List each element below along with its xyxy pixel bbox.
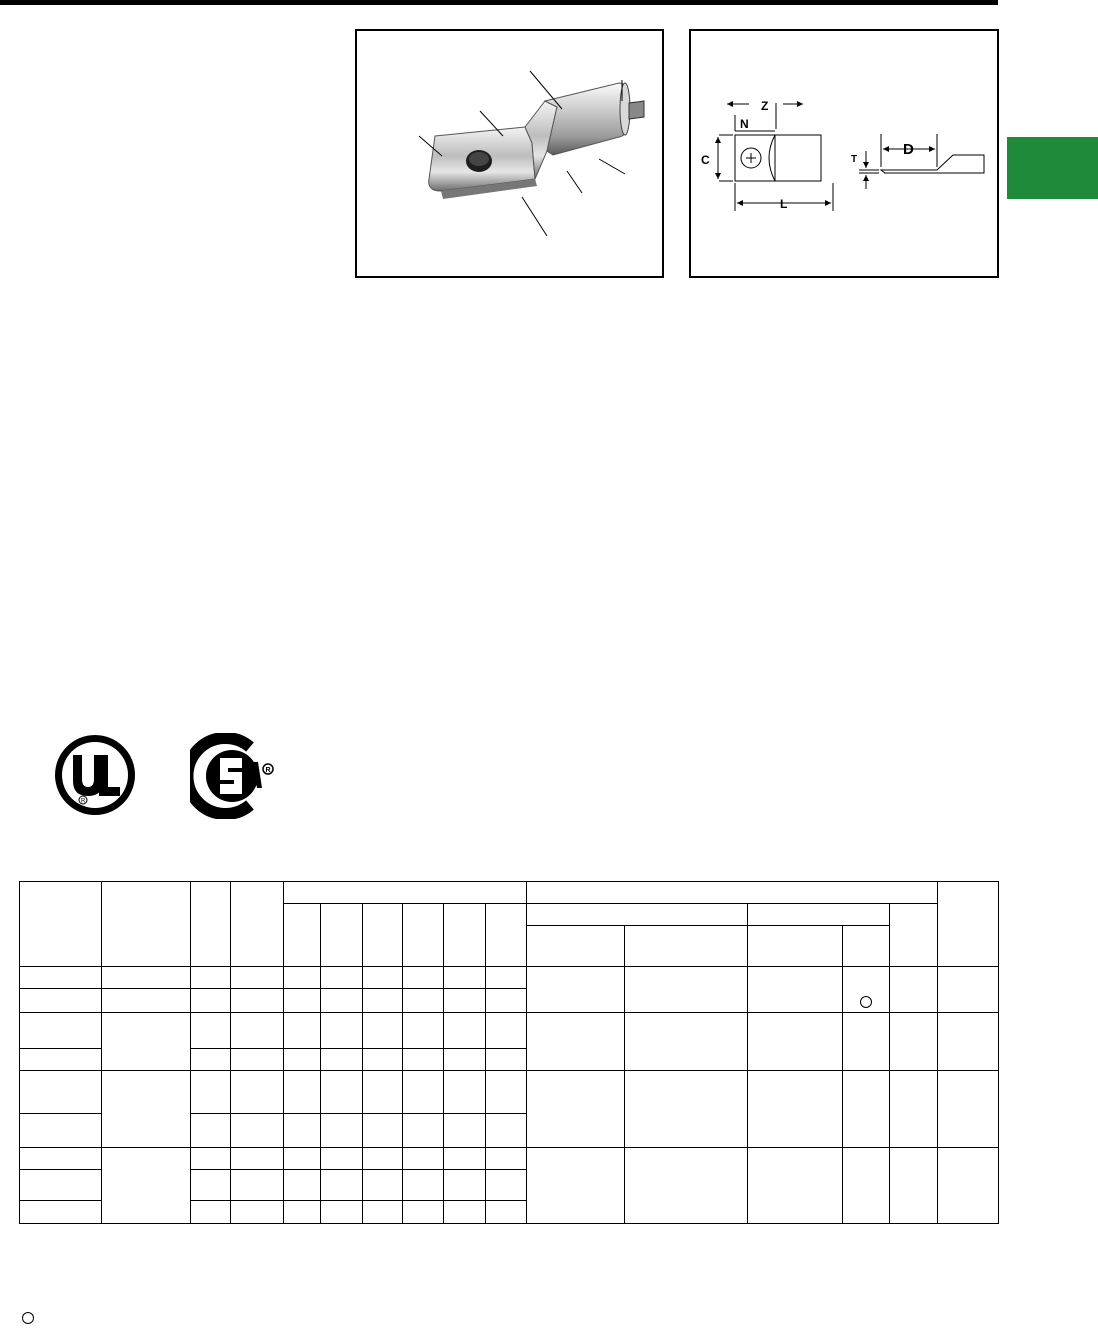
table-cell bbox=[486, 1169, 527, 1200]
table-cell bbox=[527, 1147, 625, 1224]
table-cell bbox=[486, 1071, 527, 1114]
table-cell bbox=[444, 967, 486, 988]
table-cell bbox=[890, 967, 938, 1012]
table-cell bbox=[102, 1071, 191, 1147]
table-cell bbox=[527, 926, 625, 967]
table-cell bbox=[527, 1071, 625, 1147]
table-cell bbox=[748, 1012, 843, 1070]
table-cell bbox=[625, 926, 748, 967]
table-cell bbox=[486, 967, 527, 988]
table-cell bbox=[444, 1048, 486, 1070]
table-cell bbox=[191, 1114, 231, 1147]
table-cell bbox=[527, 904, 748, 926]
table-cell bbox=[748, 967, 843, 1012]
table-cell bbox=[403, 988, 444, 1012]
table-cell bbox=[284, 1200, 321, 1223]
table-cell bbox=[444, 1114, 486, 1147]
table-cell bbox=[748, 926, 843, 967]
table-cell bbox=[20, 1114, 102, 1147]
dim-label-z: Z bbox=[761, 99, 769, 113]
table-cell bbox=[486, 1114, 527, 1147]
table-cell bbox=[363, 988, 403, 1012]
table-cell bbox=[20, 967, 102, 988]
table-cell bbox=[938, 967, 999, 1012]
table-cell bbox=[363, 1147, 403, 1169]
table-cell bbox=[321, 967, 363, 988]
table-cell bbox=[102, 882, 191, 967]
csa-certified-mark-icon bbox=[190, 733, 284, 819]
table-cell bbox=[191, 1012, 231, 1048]
table-cell bbox=[20, 1048, 102, 1070]
table-cell bbox=[403, 1048, 444, 1070]
table-cell bbox=[890, 1071, 938, 1147]
product-photo-panel bbox=[355, 29, 664, 278]
table-cell bbox=[444, 1012, 486, 1048]
table-cell bbox=[321, 1071, 363, 1114]
table-cell bbox=[231, 1200, 284, 1223]
table-cell bbox=[403, 1114, 444, 1147]
table-cell bbox=[403, 1147, 444, 1169]
table-cell bbox=[231, 1012, 284, 1048]
table-cell bbox=[284, 1048, 321, 1070]
table-cell bbox=[486, 1200, 527, 1223]
table-cell bbox=[938, 1012, 999, 1070]
table-cell bbox=[486, 1012, 527, 1048]
table-cell bbox=[191, 1048, 231, 1070]
table-cell bbox=[102, 1012, 191, 1070]
ul-listed-mark-icon bbox=[53, 733, 137, 817]
table-cell bbox=[102, 988, 191, 1012]
table-cell bbox=[191, 988, 231, 1012]
table-cell bbox=[191, 1169, 231, 1200]
table-cell bbox=[231, 1114, 284, 1147]
table-cell bbox=[20, 1071, 102, 1114]
table-cell bbox=[231, 1147, 284, 1169]
table-cell bbox=[20, 1169, 102, 1200]
compression-lug-photo-icon bbox=[357, 31, 662, 276]
table-cell bbox=[284, 967, 321, 988]
table-cell bbox=[444, 1169, 486, 1200]
table-cell bbox=[321, 988, 363, 1012]
table-cell bbox=[231, 1169, 284, 1200]
table-cell bbox=[191, 1147, 231, 1169]
table-cell bbox=[231, 988, 284, 1012]
table-cell bbox=[321, 1147, 363, 1169]
table-cell bbox=[444, 988, 486, 1012]
table-row bbox=[20, 1147, 999, 1169]
top-rule bbox=[0, 0, 998, 5]
table-cell bbox=[527, 882, 938, 904]
table-cell bbox=[748, 1071, 843, 1147]
table-cell bbox=[321, 1114, 363, 1147]
table-cell bbox=[403, 967, 444, 988]
table-cell bbox=[20, 882, 102, 967]
table-cell bbox=[403, 1169, 444, 1200]
table-cell bbox=[284, 1071, 321, 1114]
table-cell bbox=[20, 988, 102, 1012]
table-cell bbox=[843, 1012, 890, 1070]
table-cell bbox=[102, 967, 191, 988]
table-cell bbox=[363, 1114, 403, 1147]
table-cell bbox=[363, 904, 403, 967]
table-cell bbox=[403, 1012, 444, 1048]
table-cell bbox=[284, 904, 321, 967]
circle-marker-icon bbox=[21, 1311, 35, 1325]
dim-label-d: D bbox=[903, 141, 914, 158]
table-cell bbox=[321, 1012, 363, 1048]
table-cell bbox=[363, 1012, 403, 1048]
table-cell bbox=[444, 1147, 486, 1169]
table-cell bbox=[284, 882, 527, 904]
table-cell bbox=[363, 1169, 403, 1200]
table-cell bbox=[321, 1169, 363, 1200]
svg-text:R: R bbox=[81, 798, 86, 805]
dimension-drawing-panel bbox=[689, 29, 999, 278]
table-cell bbox=[486, 1147, 527, 1169]
table-cell bbox=[284, 1012, 321, 1048]
table-cell bbox=[890, 904, 938, 967]
table-row bbox=[20, 882, 999, 904]
table-cell bbox=[444, 904, 486, 967]
table-cell bbox=[284, 1169, 321, 1200]
table-cell bbox=[284, 1147, 321, 1169]
table-cell bbox=[938, 1147, 999, 1224]
table-cell bbox=[625, 1071, 748, 1147]
table-cell bbox=[444, 1200, 486, 1223]
table-cell bbox=[284, 988, 321, 1012]
spec-table bbox=[19, 881, 999, 1224]
table-cell bbox=[191, 967, 231, 988]
table-cell bbox=[231, 1071, 284, 1114]
table-cell bbox=[625, 1012, 748, 1070]
table-cell bbox=[938, 1071, 999, 1147]
table-cell bbox=[843, 967, 890, 1012]
table-cell bbox=[890, 1012, 938, 1070]
dim-label-l: L bbox=[780, 197, 788, 211]
table-cell bbox=[363, 1200, 403, 1223]
table-cell bbox=[363, 967, 403, 988]
section-tab bbox=[1007, 137, 1098, 199]
table-cell bbox=[486, 1048, 527, 1070]
table-cell bbox=[527, 1012, 625, 1070]
table-cell bbox=[444, 1071, 486, 1114]
table-cell bbox=[748, 1147, 843, 1224]
table-row bbox=[20, 1071, 999, 1114]
table-cell bbox=[625, 1147, 748, 1224]
table-cell bbox=[20, 1200, 102, 1223]
table-cell bbox=[843, 926, 890, 967]
table-cell bbox=[321, 1048, 363, 1070]
table-cell bbox=[403, 904, 444, 967]
table-cell bbox=[20, 1012, 102, 1048]
table-cell bbox=[284, 1114, 321, 1147]
table-cell bbox=[321, 904, 363, 967]
table-cell bbox=[843, 1147, 890, 1224]
table-cell bbox=[843, 1071, 890, 1147]
table-cell bbox=[20, 1147, 102, 1169]
table-cell bbox=[486, 988, 527, 1012]
table-cell bbox=[403, 1071, 444, 1114]
table-cell bbox=[890, 1147, 938, 1224]
svg-text:R: R bbox=[265, 767, 271, 774]
dim-label-n: N bbox=[740, 117, 749, 131]
table-cell bbox=[231, 967, 284, 988]
dim-label-t: T bbox=[851, 154, 858, 165]
footnote-marker bbox=[21, 1311, 35, 1325]
table-cell bbox=[231, 1048, 284, 1070]
dim-label-c: C bbox=[701, 153, 710, 167]
table-cell bbox=[191, 1200, 231, 1223]
table-cell bbox=[321, 1200, 363, 1223]
table-cell bbox=[527, 967, 625, 1012]
circle-marker-icon bbox=[859, 995, 873, 1009]
table-cell bbox=[363, 1071, 403, 1114]
table-cell bbox=[625, 967, 748, 1012]
table-cell bbox=[938, 882, 999, 967]
table-cell bbox=[403, 1200, 444, 1223]
table-cell bbox=[486, 904, 527, 967]
table-cell bbox=[231, 882, 284, 967]
table-cell bbox=[748, 904, 890, 926]
table-row bbox=[20, 967, 999, 988]
table-cell bbox=[191, 1071, 231, 1114]
dimension-drawing-icon bbox=[691, 31, 997, 276]
table-cell bbox=[363, 1048, 403, 1070]
table-cell bbox=[191, 882, 231, 967]
table-cell bbox=[102, 1147, 191, 1224]
table-row bbox=[20, 1012, 999, 1048]
